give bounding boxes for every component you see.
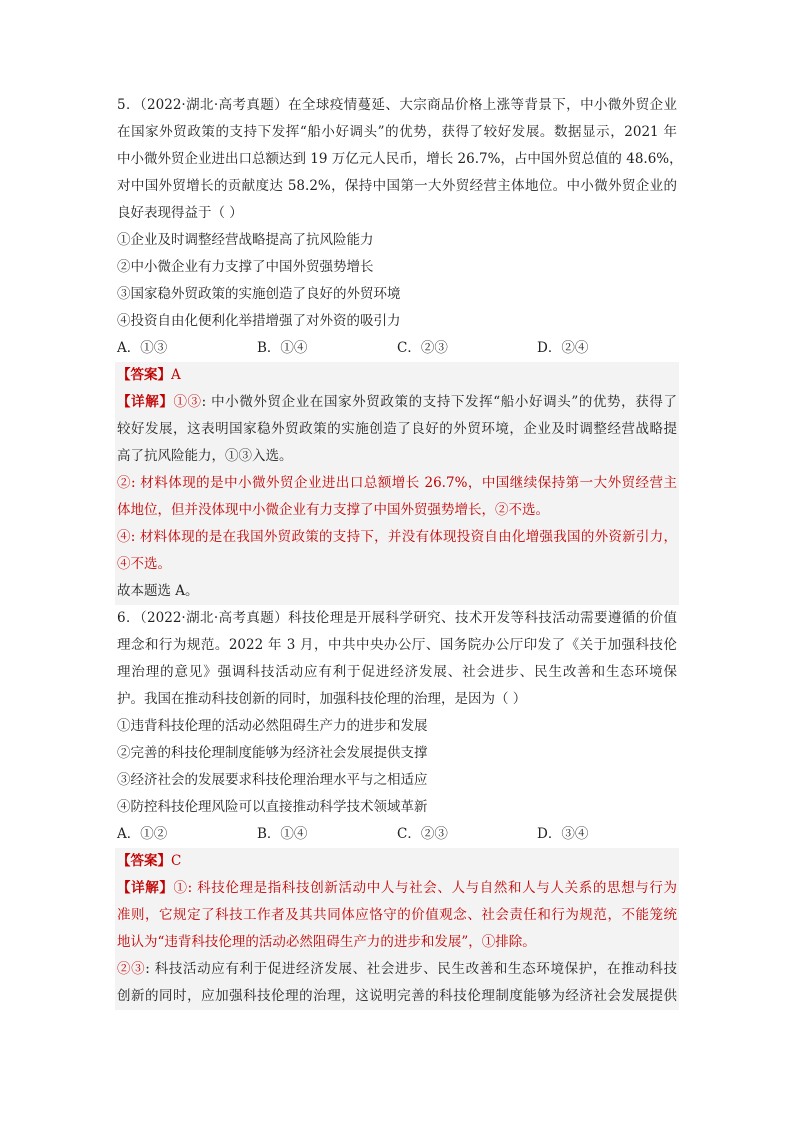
statement-item: ①企业及时调整经营战略提高了抗风险能力: [117, 232, 374, 248]
detail-text: 创新的同时，应加强科技伦理的治理，这说明完善的科技伦理制度能够为经济社会发展提供: [117, 988, 677, 1004]
question-stem-line: 护。我国在推动科技创新的同时，加强科技伦理的治理，是因为（ ）: [117, 691, 527, 707]
option-a: A．①②: [117, 826, 168, 842]
detail-text: 高了抗风险能力，①③入选。: [117, 448, 293, 464]
question-stem-line: 理念和行为规范。2022 年 3 月，中共中央办公厅、国务院办公厅印发了《关于加强科技伦: [117, 637, 677, 653]
detail-text: ②: 材料体现的是中小微外贸企业进出口总额增长 26.7%，中国继续保持第一大外贸经营主: [117, 475, 677, 491]
option-c: C．②③: [397, 340, 448, 356]
question-6: [117, 605, 677, 1010]
option-c: C．②③: [397, 826, 448, 842]
answer-explanation-block: [115, 362, 679, 605]
statement-item: ①违背科技伦理的活动必然阻碍生产力的进步和发展: [117, 718, 428, 734]
detail-text: ④不选。: [117, 556, 171, 572]
detail-label: 【详解】: [117, 394, 174, 410]
statement-item: ③经济社会的发展要求科技伦理治理水平与之相适应: [117, 772, 428, 788]
detail-head: ①③: [173, 394, 202, 410]
question-stem-line: 中小微外贸企业进出口总额达到 19 万亿元人民币，增长 26.7%，占中国外贸总值的 48.6%，: [117, 151, 683, 167]
question-5: [117, 92, 683, 605]
answer-options: [117, 335, 677, 362]
statement-item: ④投资自由化便利化举措增强了对外资的吸引力: [117, 313, 401, 329]
answer-options: [117, 821, 677, 848]
statement-item: ③国家稳外贸政策的实施创造了良好的外贸环境: [117, 286, 401, 302]
detail-head: ②③: [117, 961, 146, 977]
option-a: A．①③: [117, 340, 168, 356]
detail-text: : 中小微外贸企业在国家外贸政策的支持下发挥“船小好调头”的优势，获得了: [201, 394, 677, 410]
question-stem-line: 良好表现得益于（ ）: [117, 205, 243, 221]
conclusion-text: 故本题选 A。: [117, 583, 199, 599]
statement-item: ②中小微企业有力支撑了中国外贸强势增长: [117, 259, 374, 275]
answer-label: 【答案】: [117, 853, 171, 869]
detail-text: ①: 科技伦理是指科技创新活动中人与社会、人与自然和人与人关系的思想与行为: [173, 880, 677, 896]
answer-value: A: [171, 367, 181, 383]
detail-text: ④: 材料体现的是在我国外贸政策的支持下，并没有体现投资自由化增强我国的外资新引力，: [117, 529, 677, 545]
answer-label: 【答案】: [117, 367, 171, 383]
option-b: B．①④: [257, 340, 308, 356]
option-d: D．③④: [537, 826, 589, 842]
detail-text: 地认为“违背科技伦理的活动必然阻碍生产力的进步和发展”，①排除。: [117, 934, 536, 950]
statement-item: ②完善的科技伦理制度能够为经济社会发展提供支撑: [117, 745, 428, 761]
detail-text: 较好发展，这表明国家稳外贸政策的实施创造了良好的外贸环境，企业及时调整经营战略提: [117, 421, 677, 437]
detail-text: 准则，它规定了科技工作者及其共同体应恪守的价值观念、社会责任和行为规范，不能笼统: [117, 907, 677, 923]
detail-text: 体地位，但并没体现中小微企业有力支撑了中国外贸强势增长，②不选。: [117, 502, 549, 518]
statement-item: ④防控科技伦理风险可以直接推动科学技术领域革新: [117, 799, 428, 815]
question-stem-line: 5．（2022·湖北·高考真题）在全球疫情蔓延、大宗商品价格上涨等背景下，中小微外贸企业: [117, 97, 677, 113]
option-b: B．①④: [257, 826, 308, 842]
question-stem-line: 在国家外贸政策的支持下发挥“船小好调头”的优势，获得了较好发展。数据显示，2021 年: [117, 124, 677, 140]
answer-explanation-block: [115, 848, 679, 1010]
question-stem-line: 对中国外贸增长的贡献度达 58.2%，保持中国第一大外贸经营主体地位。中小微外贸企业的: [117, 178, 677, 194]
detail-text: : 科技活动应有利于促进经济发展、社会进步、民生改善和生态环境保护，在推动科技: [145, 961, 677, 977]
option-d: D．②④: [537, 340, 589, 356]
question-stem-line: 6．（2022·湖北·高考真题）科技伦理是开展科学研究、技术开发等科技活动需要遵循的价值: [117, 610, 677, 626]
detail-label: 【详解】: [117, 880, 174, 896]
question-stem-line: 理治理的意见》强调科技活动应有利于促进经济发展、社会进步、民生改善和生态环境保: [117, 664, 677, 680]
document-content: [117, 92, 683, 1010]
answer-value: C: [171, 853, 182, 869]
